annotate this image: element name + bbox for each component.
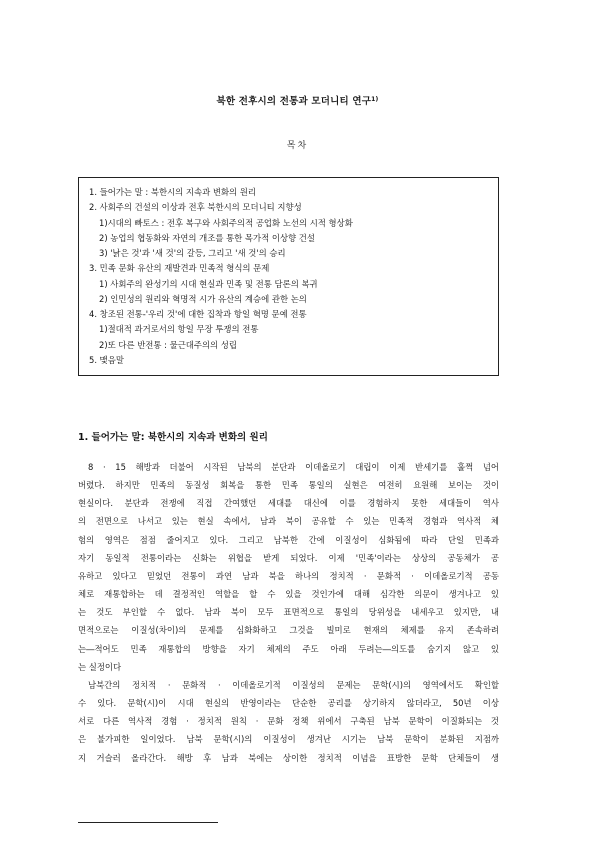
section-body-text: [78, 458, 499, 767]
toc-item[interactable]: 2. 사회주의 건설의 이상과 전후 북한시의 모더니티 지향성: [89, 202, 302, 213]
toc-item[interactable]: 2) 농업의 협동화와 자연의 개조를 통한 목가적 이상향 건설: [99, 232, 315, 243]
body-text-line: 험의 영역은 점점 줄어지고 있다. 그리고 남북한 간에 이질성이 심화됨에 따라 단일 민족과: [78, 534, 499, 545]
body-text-line: 는 실정이다: [78, 661, 122, 672]
toc-item[interactable]: 3. 민족 문화 유산의 재발견과 민족적 형식의 문제: [89, 263, 270, 274]
toc-item[interactable]: 3) '낡은 것'과 '새 것'의 갈등, 그리고 '새 것'의 승리: [99, 248, 286, 258]
body-text-line: 의 전면으로 나서고 있는 현실 속에서, 남과 북이 공유할 수 있는 민족적 경험과 역사적 체: [78, 516, 499, 527]
title-footnote-mark[interactable]: 1): [371, 96, 379, 103]
body-text-line: 체로 재통합하는 데 결정적인 역할을 할 수 있을 것인가에 대해 심각한 의문이 생겨나고 있: [78, 589, 499, 600]
toc-item[interactable]: 1. 들어가는 말 : 북한시의 지속과 변화의 원리: [89, 187, 256, 197]
paper-title-text: 북한 전후시의 전통과 모더니티 연구: [216, 96, 372, 107]
body-text-line: 유하고 있다고 믿었던 전통이 과연 남과 북을 하나의 정치적 · 문화적 · 이데올로기적 공동: [78, 570, 499, 581]
body-text-line: 자기 동일적 전통이라는 신화는 위협을 받게 되었다. 이제 '민족'이라는 상상의 공동체가 공: [78, 552, 499, 563]
toc-item[interactable]: 1) 사회주의 완성기의 시대 현실과 민족 및 전통 담론의 복귀: [99, 278, 318, 289]
toc-item[interactable]: 4. 창조된 전통-'우리 것'에 대한 집착과 항일 혁명 문예 전통: [89, 309, 307, 319]
section-heading: 1. 들어가는 말: 북한시의 지속과 변화의 원리: [78, 432, 268, 443]
body-text-line: 현실이다. 분단과 전쟁에 직접 간여했던 세대를 대신에 이를 경험하지 못한 세대들이 역사: [78, 498, 499, 509]
body-text-line: 은 불가피한 일이었다. 남북 문학(시)의 이질성이 생겨난 시기는 남북 문학이 분화된 지점까: [78, 734, 499, 745]
paper-title: [0, 93, 595, 107]
toc-item[interactable]: 5. 맺음말: [89, 354, 124, 365]
toc-item[interactable]: 1)절대적 과거로서의 항일 무장 투쟁의 전통: [99, 324, 259, 335]
body-text-line: 남북간의 정치적 · 문화적 · 이데올로기적 이질성의 문제는 문학(시)의 영역에서도 확인할: [88, 679, 499, 690]
body-text-line: 8 · 15 해방과 더불어 시작된 남북의 분단과 이데올로기 대립이 이제 반세기를 훌쩍 넘어: [88, 462, 499, 472]
body-text-line: 면적으로는 이질성(차이)의 문제를 심화화하고 그것을 빌미로 현재의 체제를 유지 존속하려: [78, 625, 499, 636]
toc-item[interactable]: 2)또 다른 반전통 : 물근대주의의 성립: [99, 339, 237, 350]
body-text-line: 서로 다른 역사적 경험 · 정치적 원칙 · 문화 정책 위에서 구축된 남북 문학이 이질화되는 것: [78, 716, 499, 727]
body-text-line: 는―적어도 민족 재통합의 방향을 자기 체제의 주도 아래 두려는―의도를 숨기지 않고 있: [78, 643, 499, 654]
table-of-contents-box: [78, 177, 499, 376]
toc-item[interactable]: 2) 인민성의 원리와 혁명적 시가 유산의 계승에 관한 논의: [99, 293, 307, 304]
body-text-line: 수 있다. 문학(시)이 시대 현실의 반영이라는 단순한 공리를 상기하지 않더라고, 50년 이상: [78, 698, 499, 709]
body-text-line: 지 거슬러 올라간다. 해방 후 남과 북에는 상이한 정치적 이념을 표방한 문학 단체들이 생: [78, 752, 499, 763]
body-text-line: 버렸다. 하지만 민족의 동질성 회복을 통한 민족 통일의 실현은 여전히 요원해 보이는 것이: [78, 480, 499, 491]
toc-heading: 목차: [286, 141, 309, 151]
body-text-line: 는 것도 부인할 수 없다. 남과 북이 모두 표면적으로 통일의 당위성을 내세우고 있지만, 내: [78, 607, 499, 618]
toc-item[interactable]: 1)시대의 빠토스 : 전후 복구와 사회주의적 공업화 노선의 시적 형상화: [99, 217, 353, 228]
footnote-separator-rule: [78, 822, 218, 823]
